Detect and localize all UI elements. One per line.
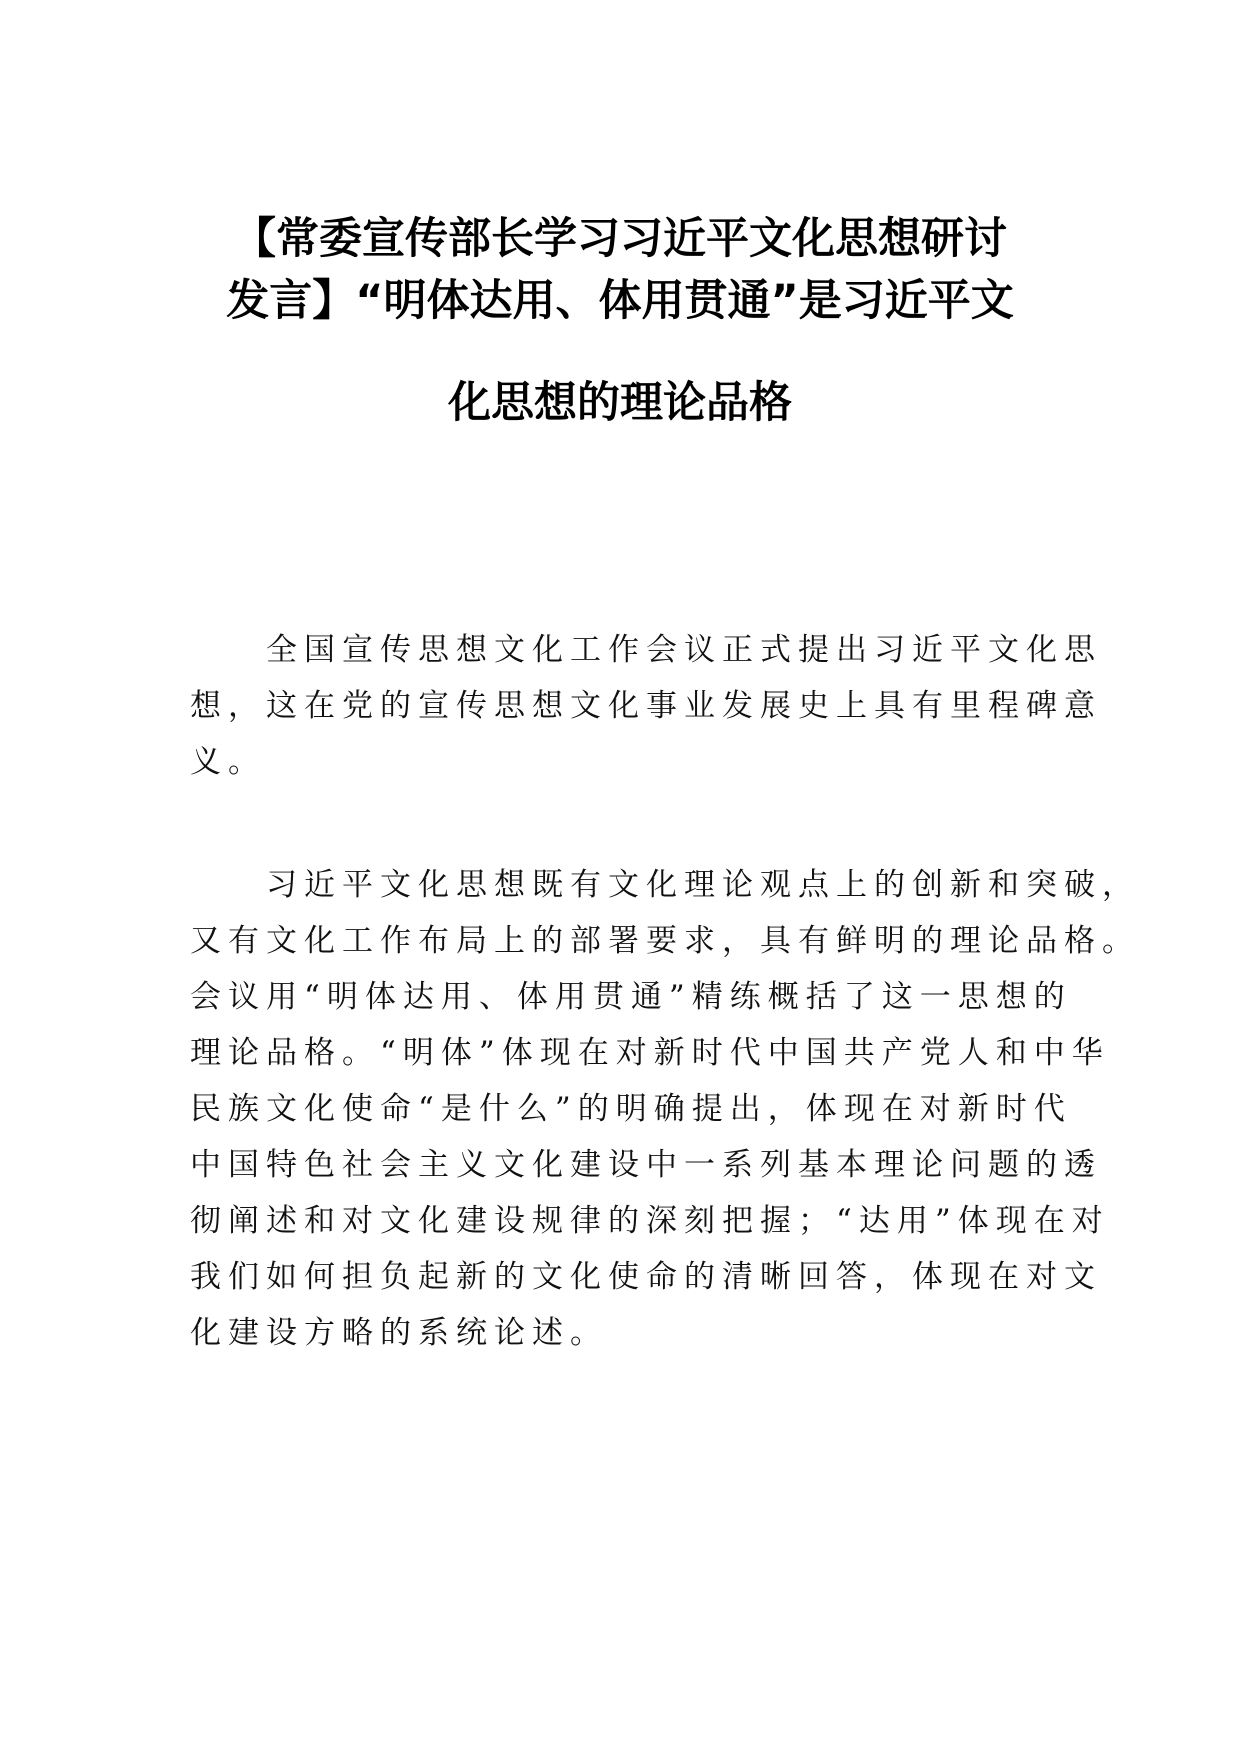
paragraph-1 [190,622,1102,790]
paragraph-line: 中国特色社会主义文化建设中一系列基本理论问题的透 [190,1147,1102,1183]
title-line-2: 发言】“明体达用、体用贯通”是习近平文 [226,276,1014,326]
paragraph-line: 全国宣传思想文化工作会议正式提出习近平文化思 [266,632,1102,668]
paragraph-line: 又有文化工作布局上的部署要求，具有鲜明的理论品格。 [190,923,1140,959]
paragraph-line: 理论品格。“明体”体现在对新时代中国共产党人和中华 [190,1035,1110,1071]
paragraph-line: 我们如何担负起新的文化使命的清晰回答，体现在对文 [190,1259,1102,1295]
paragraph-line: 彻阐述和对文化建设规律的深刻把握；“达用”体现在对 [190,1203,1110,1239]
paragraph-line: 化建设方略的系统论述。 [190,1315,608,1351]
paragraph-line: 义。 [190,744,266,780]
title-line-1: 【常委宣传部长学习习近平文化思想研讨 [233,214,1007,264]
paragraph-line: 习近平文化思想既有文化理论观点上的创新和突破， [266,867,1140,903]
paragraph-line: 想，这在党的宣传思想文化事业发展史上具有里程碑意 [190,688,1102,724]
paragraph-line: 民族文化使命“是什么”的明确提出，体现在对新时代 [190,1091,1072,1127]
paragraph-line: 会议用“明体达用、体用贯通”精练概括了这一思想的 [190,979,1072,1015]
title-line-3: 化思想的理论品格 [448,378,792,428]
paragraph-2 [190,857,1140,1361]
document-title [190,208,1050,434]
